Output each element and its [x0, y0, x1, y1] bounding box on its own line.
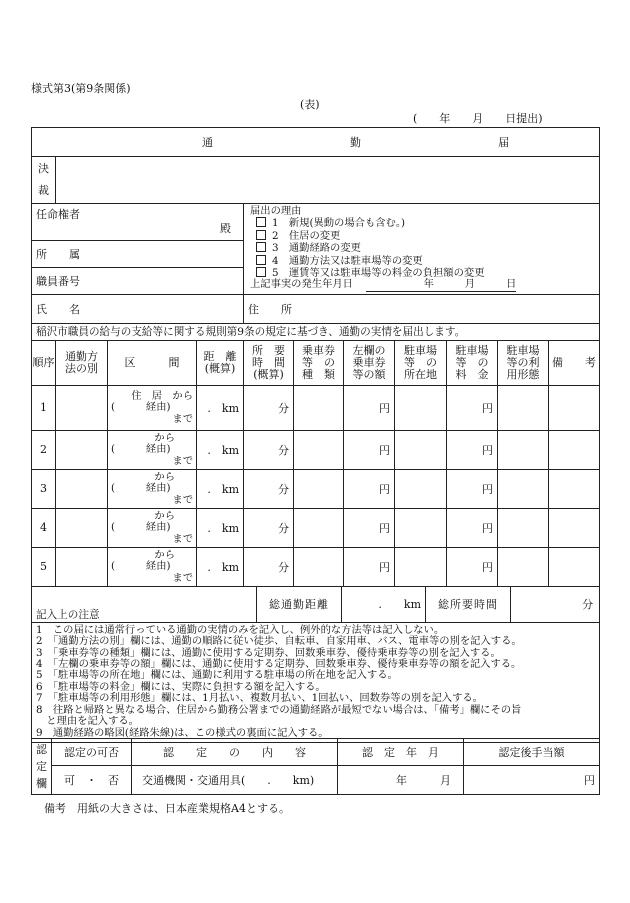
remarks-field[interactable]	[549, 547, 600, 586]
via-label: ( 経由)	[111, 560, 171, 573]
approval-possible-field[interactable]: 可 ・ 否	[52, 766, 132, 795]
reason-item[interactable]: 1 新規(異動の場合も含む。)	[250, 217, 593, 229]
parking-fee-field[interactable]: 円	[447, 469, 498, 508]
section-field[interactable]	[108, 547, 197, 586]
parking-location-field[interactable]	[395, 469, 447, 508]
row-no: 2	[32, 430, 56, 469]
approval-side-label: 認 定 欄	[32, 739, 52, 795]
kessai-label	[32, 157, 56, 204]
time-field[interactable]: 分	[244, 430, 294, 469]
remarks-field[interactable]	[549, 385, 600, 430]
occurrence-date[interactable]: 年 月 日	[366, 279, 516, 291]
distance-field[interactable]: . km	[197, 385, 244, 430]
time-field[interactable]: 分	[244, 508, 294, 547]
header-remarks: 備 考	[549, 340, 600, 385]
row-no: 5	[32, 547, 56, 586]
method-field[interactable]	[56, 385, 108, 430]
header-method: 通勤方 法の別	[56, 340, 108, 385]
approval-content-field[interactable]: 交通機関・交通用具( . km)	[132, 766, 338, 795]
reason-item[interactable]: 4 通勤方法又は駐車場等の変更	[250, 255, 593, 267]
form-title	[32, 128, 600, 157]
section-field[interactable]	[108, 430, 197, 469]
section-field[interactable]	[108, 385, 197, 430]
checkbox[interactable]	[256, 217, 266, 227]
appointer-suffix: 殿	[220, 222, 231, 235]
staff-no-label: 職員番号	[36, 274, 80, 288]
header-distance: 距 離 (概算)	[197, 340, 244, 385]
section-field[interactable]	[108, 508, 197, 547]
footnote: 備考 用紙の大きさは、日本産業規格A4とする。	[44, 802, 290, 815]
reason-item[interactable]: 5 運賃等又は駐車場等の料金の負担額の変更	[250, 267, 593, 279]
route-row	[32, 469, 600, 508]
address-cell[interactable]	[244, 294, 600, 323]
from-label: から	[154, 470, 175, 483]
kessai-char: 決	[38, 162, 49, 175]
method-field[interactable]	[56, 469, 108, 508]
row-no: 1	[32, 385, 56, 430]
commute-form-table	[31, 127, 600, 743]
header-parking-fee: 駐車場 等 の 料 金	[447, 340, 498, 385]
ticket-type-field[interactable]	[294, 547, 344, 586]
checkbox[interactable]	[256, 242, 266, 252]
to-label: まで	[172, 493, 193, 506]
parking-use-field[interactable]	[498, 508, 549, 547]
parking-use-field[interactable]	[498, 547, 549, 586]
header-ticket-amount: 左欄の 乗車券 等の額	[344, 340, 395, 385]
time-field[interactable]: 分	[244, 385, 294, 430]
ticket-type-field[interactable]	[294, 385, 344, 430]
notes-list	[32, 623, 599, 742]
time-field[interactable]: 分	[244, 547, 294, 586]
parking-fee-field[interactable]: 円	[447, 430, 498, 469]
approval-header-date: 認 定 年 月	[338, 739, 464, 766]
header-ticket-type: 乗車券 等 の 種 類	[294, 340, 344, 385]
staff-no-cell[interactable]	[32, 268, 244, 295]
ticket-type-field[interactable]	[294, 469, 344, 508]
kessai-char: 裁	[38, 184, 49, 197]
notes-section	[32, 586, 600, 742]
reason-item[interactable]: 2 住居の変更	[250, 230, 593, 242]
to-label: まで	[172, 532, 193, 545]
from-label: から	[154, 431, 175, 444]
kessai-field[interactable]	[56, 157, 600, 204]
header-time: 所 要 時 間 (概算)	[244, 340, 294, 385]
from-label: から	[154, 548, 175, 561]
to-label: まで	[172, 454, 193, 467]
ticket-amount-field[interactable]: 円	[344, 469, 395, 508]
method-field[interactable]	[56, 508, 108, 547]
parking-location-field[interactable]	[395, 508, 447, 547]
occurrence-line[interactable]	[250, 279, 593, 291]
remarks-field[interactable]	[549, 469, 600, 508]
method-field[interactable]	[56, 547, 108, 586]
row-no: 3	[32, 469, 56, 508]
to-label: まで	[172, 571, 193, 584]
total-time-label: 総所要時間	[425, 587, 510, 622]
approval-header-allowance: 認定後手当額	[464, 739, 600, 766]
checkbox[interactable]	[256, 230, 266, 240]
title-char: 届	[498, 136, 510, 149]
distance-field[interactable]: . km	[197, 547, 244, 586]
checkbox[interactable]	[256, 255, 266, 265]
route-row	[32, 508, 600, 547]
approval-header-content: 認 定 の 内 容	[132, 739, 338, 766]
total-distance-label: 総通勤距離	[256, 587, 341, 622]
note-item: 8 往路と帰路と異なる場合、住居から勤務公署までの通勤経路が最短でない場合は、「備考」欄にその旨	[36, 703, 522, 716]
note-item: 6 「駐車場等の料金」欄には、実際に負担する額を記入する。	[36, 680, 326, 693]
address-label: 住 所	[248, 302, 292, 316]
submit-date[interactable]: ( 年 月 日提出)	[413, 112, 543, 125]
ticket-amount-field[interactable]: 円	[344, 385, 395, 430]
parking-location-field[interactable]	[395, 430, 447, 469]
via-label: ( 経由)	[111, 443, 171, 456]
to-label: まで	[172, 412, 193, 425]
reason-title: 届出の理由	[250, 205, 302, 217]
approval-date-field[interactable]: 年 月	[338, 766, 464, 795]
approval-header-possible: 認定の可否	[52, 739, 132, 766]
parking-use-field[interactable]	[498, 430, 549, 469]
from-label: から	[154, 509, 175, 522]
total-time-field[interactable]: 分	[510, 587, 599, 622]
reason-item[interactable]: 3 通勤経路の変更	[250, 242, 593, 254]
appointer-label: 任命権者	[36, 208, 80, 221]
header-order: 順序	[32, 340, 56, 385]
remarks-field[interactable]	[549, 508, 600, 547]
name-label: 氏 名	[36, 302, 80, 316]
approval-allowance-field[interactable]: 円	[464, 766, 600, 795]
time-field[interactable]: 分	[244, 469, 294, 508]
header-section: 区 間	[108, 340, 197, 385]
ticket-amount-field[interactable]: 円	[344, 508, 395, 547]
ticket-amount-field[interactable]: 円	[344, 547, 395, 586]
declaration: 稲沢市職員の給与の支給等に関する規則第9条の規定に基づき、通勤の実情を届出します。	[32, 323, 600, 340]
total-distance-field[interactable]: . km	[341, 587, 425, 622]
note-item: 7 「駐車場等の利用形態」欄には、1月払い、複数月払い、1回払い、回数券等の別を記入する。	[36, 692, 483, 705]
form-id: 様式第3(第9条関係)	[31, 82, 131, 95]
route-row	[32, 385, 600, 430]
route-row	[32, 430, 600, 469]
note-item: 5 「駐車場等の所在地」欄には、通勤に利用する駐車場の所在地を記入する。	[36, 669, 398, 682]
side-label: (表)	[300, 98, 320, 111]
title-char: 通	[202, 136, 213, 149]
checkbox[interactable]	[256, 267, 266, 277]
name-cell[interactable]	[32, 294, 244, 323]
ticket-amount-field[interactable]: 円	[344, 430, 395, 469]
note-item: 4 「左欄の乗車券等の額」欄には、通勤に使用する定期券、回数乗車券、優待乗車券等の額を記入する。	[36, 658, 522, 671]
parking-use-field[interactable]	[498, 385, 549, 430]
approval-table	[31, 738, 600, 795]
parking-location-field[interactable]	[395, 385, 447, 430]
note-item: 2 「通勤方法の別」欄には、通勤の順路に従い徒歩、自転車、自家用車、バス、電車等の別を記入する。	[36, 635, 522, 648]
notes-title: 記入上の注意	[36, 608, 100, 621]
note-item: と理由を記入する。	[36, 715, 139, 728]
parking-fee-field[interactable]: 円	[447, 385, 498, 430]
distance-field[interactable]: . km	[197, 508, 244, 547]
notes-title-area	[32, 587, 256, 622]
route-row	[32, 547, 600, 586]
distance-field[interactable]: . km	[197, 469, 244, 508]
parking-location-field[interactable]	[395, 547, 447, 586]
title-char: 勤	[350, 136, 362, 149]
from-label: 住 居 から	[131, 389, 193, 402]
row-no: 4	[32, 508, 56, 547]
appointer-cell[interactable]	[32, 204, 244, 241]
section-field[interactable]	[108, 469, 197, 508]
note-item: 3 「乗車券等の種類」欄には、通勤に使用する定期券、回数乗車券、優待乗車券等の別を記入する。	[36, 646, 501, 659]
note-item: 9 通勤経路の略図(経路朱線)は、この様式の裏面に記入する。	[36, 726, 329, 739]
parking-fee-field[interactable]: 円	[447, 508, 498, 547]
column-header-row	[32, 340, 600, 385]
affiliation-cell[interactable]	[32, 241, 244, 268]
header-parking-location: 駐車場 等 の 所在地	[395, 340, 447, 385]
header-parking-use: 駐車場 等の利 用形態	[498, 340, 549, 385]
note-item: 1 この届には通常行っている通勤の実情のみを記入し、例外的な方法等は記入しない。	[36, 623, 445, 636]
ticket-type-field[interactable]	[294, 508, 344, 547]
via-label: ( 経由)	[111, 401, 171, 414]
parking-use-field[interactable]	[498, 469, 549, 508]
via-label: ( 経由)	[111, 521, 171, 534]
method-field[interactable]	[56, 430, 108, 469]
reason-cell	[244, 204, 600, 295]
remarks-field[interactable]	[549, 430, 600, 469]
ticket-type-field[interactable]	[294, 430, 344, 469]
affiliation-label: 所 属	[36, 248, 80, 262]
parking-fee-field[interactable]: 円	[447, 547, 498, 586]
via-label: ( 経由)	[111, 482, 171, 495]
occurrence-label: 上記事実の発生年月日	[250, 278, 353, 291]
distance-field[interactable]: . km	[197, 430, 244, 469]
